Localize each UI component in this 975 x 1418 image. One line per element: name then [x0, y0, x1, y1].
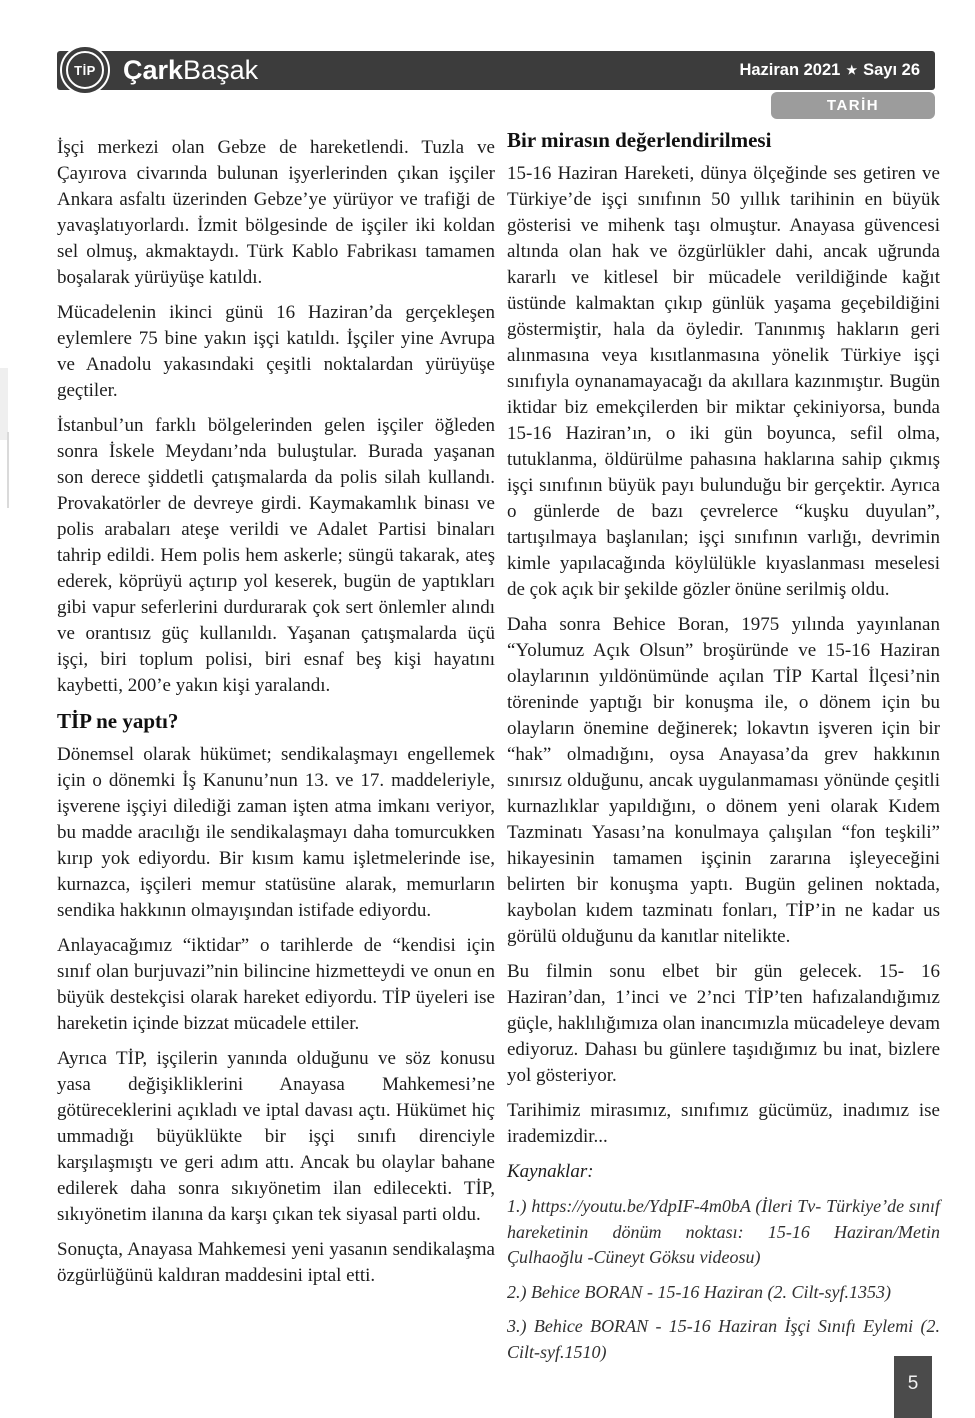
magazine-title-bold: Çark	[123, 55, 184, 85]
issue-info	[739, 61, 935, 80]
issue-number: Sayı 26	[863, 61, 920, 79]
page-edge-artifact	[7, 432, 9, 508]
right-column	[507, 127, 940, 1374]
magazine-title-light: Başak	[183, 55, 259, 85]
paragraph: Daha sonra Behice Boran, 1975 yılında yayınlanan “Yolumuz Açık Olsun” broşüründe ve 15-16 Haziran olaylarının yıldönümünde açılan TİP Kartal İlçesi’nin töreninde yaptığı bir konuşma ile, o dönem için bu olayların önemine değinerek; lokavtın işveren için bir “hak” olmadığını, oysa Anayasa’da grev hakkının sınırsız olduğunu, ancak uygulanmaması yönünde çeşitli kurnazlıklar yapıldığını, o dönem yeni olarak Kıdem Tazminatı Yasası’na konulmaya çalışılan “fon teşkili” hikayesinin tamamen işçinin zararına işleyeceğini belirten bir konuşma yaptı. Bugün gelinen noktada, kaybolan kıdem tazminatı fonları, TİP’in ne kadar us görülü olduğunu da kanıtlar nitelikte.	[507, 614, 940, 947]
paragraph: Anlayacağımız “iktidar” o tarihlerde de “kendisi için sınıf olan burjuvazi”nin bilincine hizmetteydi ve onun en büyük destekçisi olarak hareket ediyordu. TİP üyeleri ise hareketin içinde bizzat mücadele ettiler.	[57, 935, 495, 1034]
issue-date: Haziran 2021	[739, 61, 841, 79]
paragraph: İstanbul’un farklı bölgelerinden gelen işçiler öğleden sonra İskele Meydanı’nda buluştular. Burada yaşanan son derece şiddetli çatışmalarda da polis silah kullandı. Provakatörler de devreye girdi. Kaymakamlık binası ve polis arabaları ateşe verildi ve Adalet Partisi binaları tahrip edildi. Hem polis hem askerle; süngü takarak, ateş ederek, köprüyü açtırıp yol keserek, bugün de yaptıkları gibi vapur seferlerini durdurarak çok sert önlemler alındı ve orantısız güç kullanıldı. Yaşanan çatışmalarda üçü işçi, biri toplum polisi, biri esnaf beş kişi hayatını kaybetti, 200’e yakın kişi yaralandı.	[57, 415, 495, 696]
tip-party-emblem-icon	[60, 45, 110, 95]
tip-emblem-text: TİP	[66, 51, 104, 89]
paragraph: 15-16 Haziran Hareketi, dünya ölçeğinde ses getiren ve Türkiye’de işçi sınıfının 50 yıllık tarihinin en büyük gösterisi ve mihenk taşı olmuştur. Anayasa güvencesi altında olan hak ve özgürlükler dahi, ancak uğrunda kararlı ve kitlesel bir mücadele verildiğinde kağıt üstünde kalmaktan çıkıp günlük yaşama geçebildiğini göstermiştir, hala da öyledir. Tanınmış hakların geri alınmasına veya kısıtlanmasına yönelik Türkiye işçi sınıfıyla oynanamayacağı da akıllara kazınmıştır. Bugün iktidar biz emekçilerden bir miktar çekiniyorsa, bunda 15-16 Haziran’ın, o iki gün boyunca, sefil olma, tutuklanma, öldürülme pahasına haklarına sahip çıkmış işçi sınıfının büyük payı bulunduğu bir gerçektir. Ayrıca o günlerde de bazı çevrelerce “kuşku duyulan”, tartışılmaya başlanılan; işçi sınıfının varlığı, devrimin kimle yapılacağında köylülükle kıyaslanması meselesi de çok açık bir şekilde gözler önüne serilmiş oldu.	[507, 163, 940, 600]
magazine-title	[123, 57, 258, 84]
paragraph: Ayrıca TİP, işçilerin yanında olduğunu ve söz konusu yasa değişikliklerini Anayasa Mahkemesi’ne götüreceklerini açıkladı ve iptal davası açtı. Hükümet hiç ummadığı büyüklükte bir işçi sınıfı direnciyle karşılaşmıştı ve geri adım attı. Ancak bu olaylar bahane edilerek daha sonra sıkıyönetim ilan edilecekti. TİP, sıkıyönetim ilanına da karşı çıkan tek siyasal parti oldu.	[57, 1048, 495, 1225]
left-column	[57, 135, 495, 1298]
sources-label: Kaynaklar:	[507, 1161, 594, 1182]
paragraph: Mücadelenin ikinci günü 16 Haziran’da gerçekleşen eylemlere 75 bine yakın işçi katıldı. İşçiler yine Avrupa ve Anadolu yakasındaki çeşitli noktalardan yürüyüşe geçtiler.	[57, 302, 495, 401]
reference-item: 2.) Behice BORAN - 15-16 Haziran (2. Cilt-syf.1353)	[507, 1281, 891, 1302]
page-number	[894, 1356, 932, 1418]
paragraph: Bu filmin sonu elbet bir gün gelecek. 15- 16 Haziran’dan, 1’inci ve 2’nci TİP’ten hafızalandığımız güçle, haklılığımıza olan inancımızla mücadeleye devam ediyoruz. Dahası bu günlere taşıdığımız bu inat, bizlere yol gösteriyor.	[507, 961, 940, 1086]
paragraph: Dönemsel olarak hükümet; sendikalaşmayı engellemek için o dönemki İş Kanunu’nun 13. ve 17. maddeleriyle, işverene işçiyi dilediği zaman işten atma imkanı veriyor, bu madde aracılığı ile sendikalaşmayı daha tomurcukken kırıp yok ediyordu. Bir kısım kamu işletmelerinde ise, kurnazca, işçileri memur statüsüne alarak, memurların sendika hakkının olmayışından istifade ediyordu.	[57, 744, 495, 921]
reference-item: 1.) https://youtu.be/YdpIF-4m0bA (İleri Tv- Türkiye’de sınıf hareketinin dönüm noktası: 15-16 Haziran/Metin Çulhaoğlu -Cüneyt Göksu videosu)	[507, 1196, 940, 1267]
page-edge-artifact	[0, 368, 8, 440]
star-icon: ★	[846, 62, 858, 77]
category-badge: TARİH	[771, 92, 935, 119]
section-heading: Bir mirasın değerlendirilmesi	[507, 128, 772, 152]
paragraph: İşçi merkezi olan Gebze de hareketlendi. Tuzla ve Çayırova civarında bulunan işyerlerinden çıkan işçiler Ankara asfaltı üzerinden Gebze’ye yürüyor ve trafiği de yavaşlatıyorlardı. İzmit bölgesinde de işçiler iki koldan sel olmuş, akmaktaydı. Türk Kablo Fabrikası tamamen boşalarak yürüyüşe katıldı.	[57, 137, 495, 288]
page-number-value: 5	[907, 1373, 919, 1394]
paragraph: Tarihimiz mirasımız, sınıfımız gücümüz, inadımız ise irademizdir...	[507, 1100, 940, 1147]
paragraph: Sonuçta, Anayasa Mahkemesi yeni yasanın sendikalaşma özgürlüğünü kaldıran maddesini iptal etti.	[57, 1239, 495, 1286]
reference-item: 3.) Behice BORAN - 15-16 Haziran İşçi Sınıfı Eylemi (2. Cilt-syf.1510)	[507, 1316, 940, 1362]
header-bar	[57, 51, 935, 90]
section-heading: TİP ne yaptı?	[57, 709, 179, 733]
